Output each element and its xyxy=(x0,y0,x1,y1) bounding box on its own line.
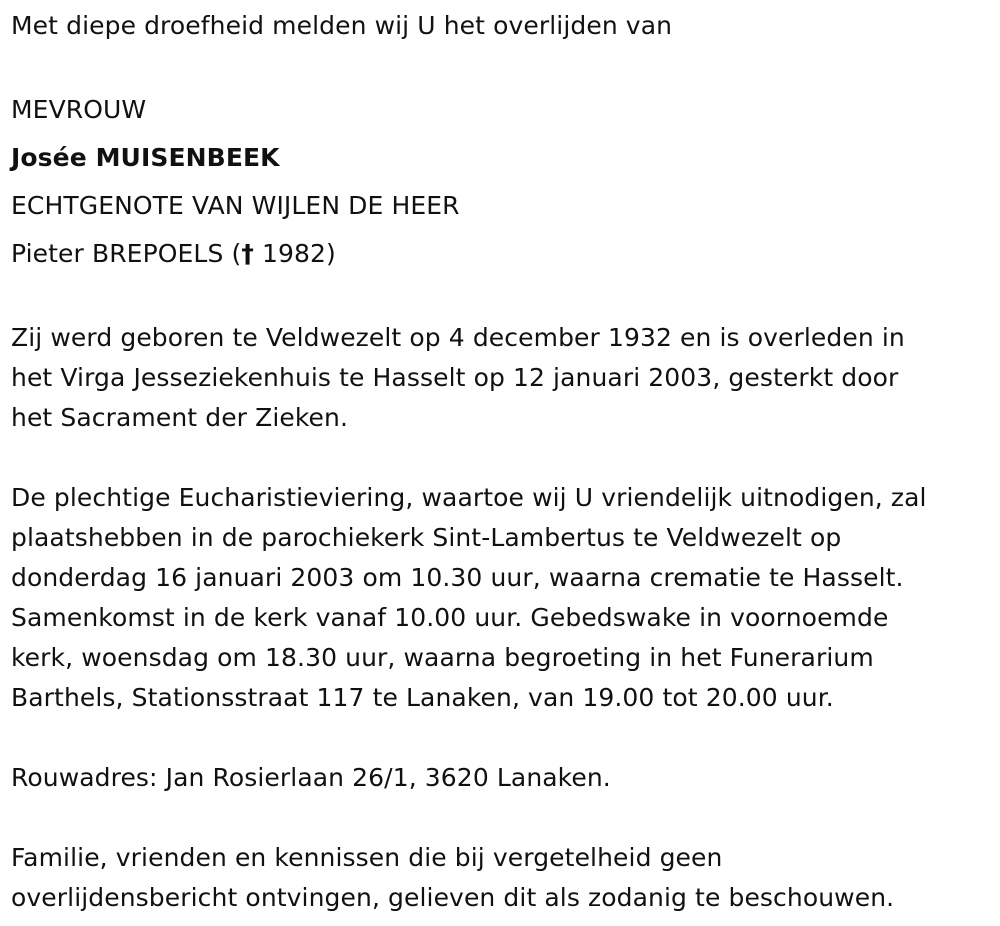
spouse-line xyxy=(11,230,991,278)
mourning-address: Rouwadres: Jan Rosierlaan 26/1, 3620 Lanaken. xyxy=(11,763,611,792)
spouse-name: Pieter BREPOELS ( xyxy=(11,239,242,268)
spacer xyxy=(11,278,991,318)
spouse-death-year: 1982) xyxy=(253,239,336,268)
paragraph-line: Barthels, Stationsstraat 117 te Lanaken, van 19.00 tot 20.00 uur. xyxy=(11,683,834,712)
birth-death-paragraph xyxy=(11,318,991,438)
honorific-title: MEVROUW xyxy=(11,95,147,124)
ceremony-paragraph xyxy=(11,478,991,718)
paragraph-line: Familie, vrienden en kennissen die bij vergetelheid geen xyxy=(11,843,723,872)
spacer xyxy=(11,798,991,838)
cross-icon: † xyxy=(241,239,254,268)
paragraph-line: plaatshebben in de parochiekerk Sint-Lambertus te Veldwezelt op xyxy=(11,523,842,552)
spacer xyxy=(11,438,991,478)
paragraph-line: Zij werd geboren te Veldwezelt op 4 december 1932 en is overleden in xyxy=(11,323,905,352)
relation-text: ECHTGENOTE VAN WIJLEN DE HEER xyxy=(11,191,460,220)
paragraph-line: donderdag 16 januari 2003 om 10.30 uur, waarna crematie te Hasselt. xyxy=(11,563,904,592)
closing-paragraph xyxy=(11,838,991,918)
obituary-document xyxy=(11,6,991,918)
paragraph-line: kerk, woensdag om 18.30 uur, waarna begroeting in het Funerarium xyxy=(11,643,874,672)
paragraph-line: het Virga Jesseziekenhuis te Hasselt op 12 januari 2003, gesterkt door xyxy=(11,363,899,392)
spacer xyxy=(11,718,991,758)
paragraph-line: Samenkomst in de kerk vanaf 10.00 uur. Gebedswake in voornoemde xyxy=(11,603,889,632)
paragraph-line: overlijdensbericht ontvingen, gelieven dit als zodanig te beschouwen. xyxy=(11,883,895,912)
paragraph-line: het Sacrament der Zieken. xyxy=(11,403,349,432)
intro-text: Met diepe droefheid melden wij U het overlijden van xyxy=(11,11,673,40)
deceased-block xyxy=(11,86,991,278)
spacer xyxy=(11,46,991,86)
paragraph-line: De plechtige Eucharistieviering, waartoe wij U vriendelijk uitnodigen, zal xyxy=(11,483,927,512)
deceased-name: Josée MUISENBEEK xyxy=(11,143,280,172)
